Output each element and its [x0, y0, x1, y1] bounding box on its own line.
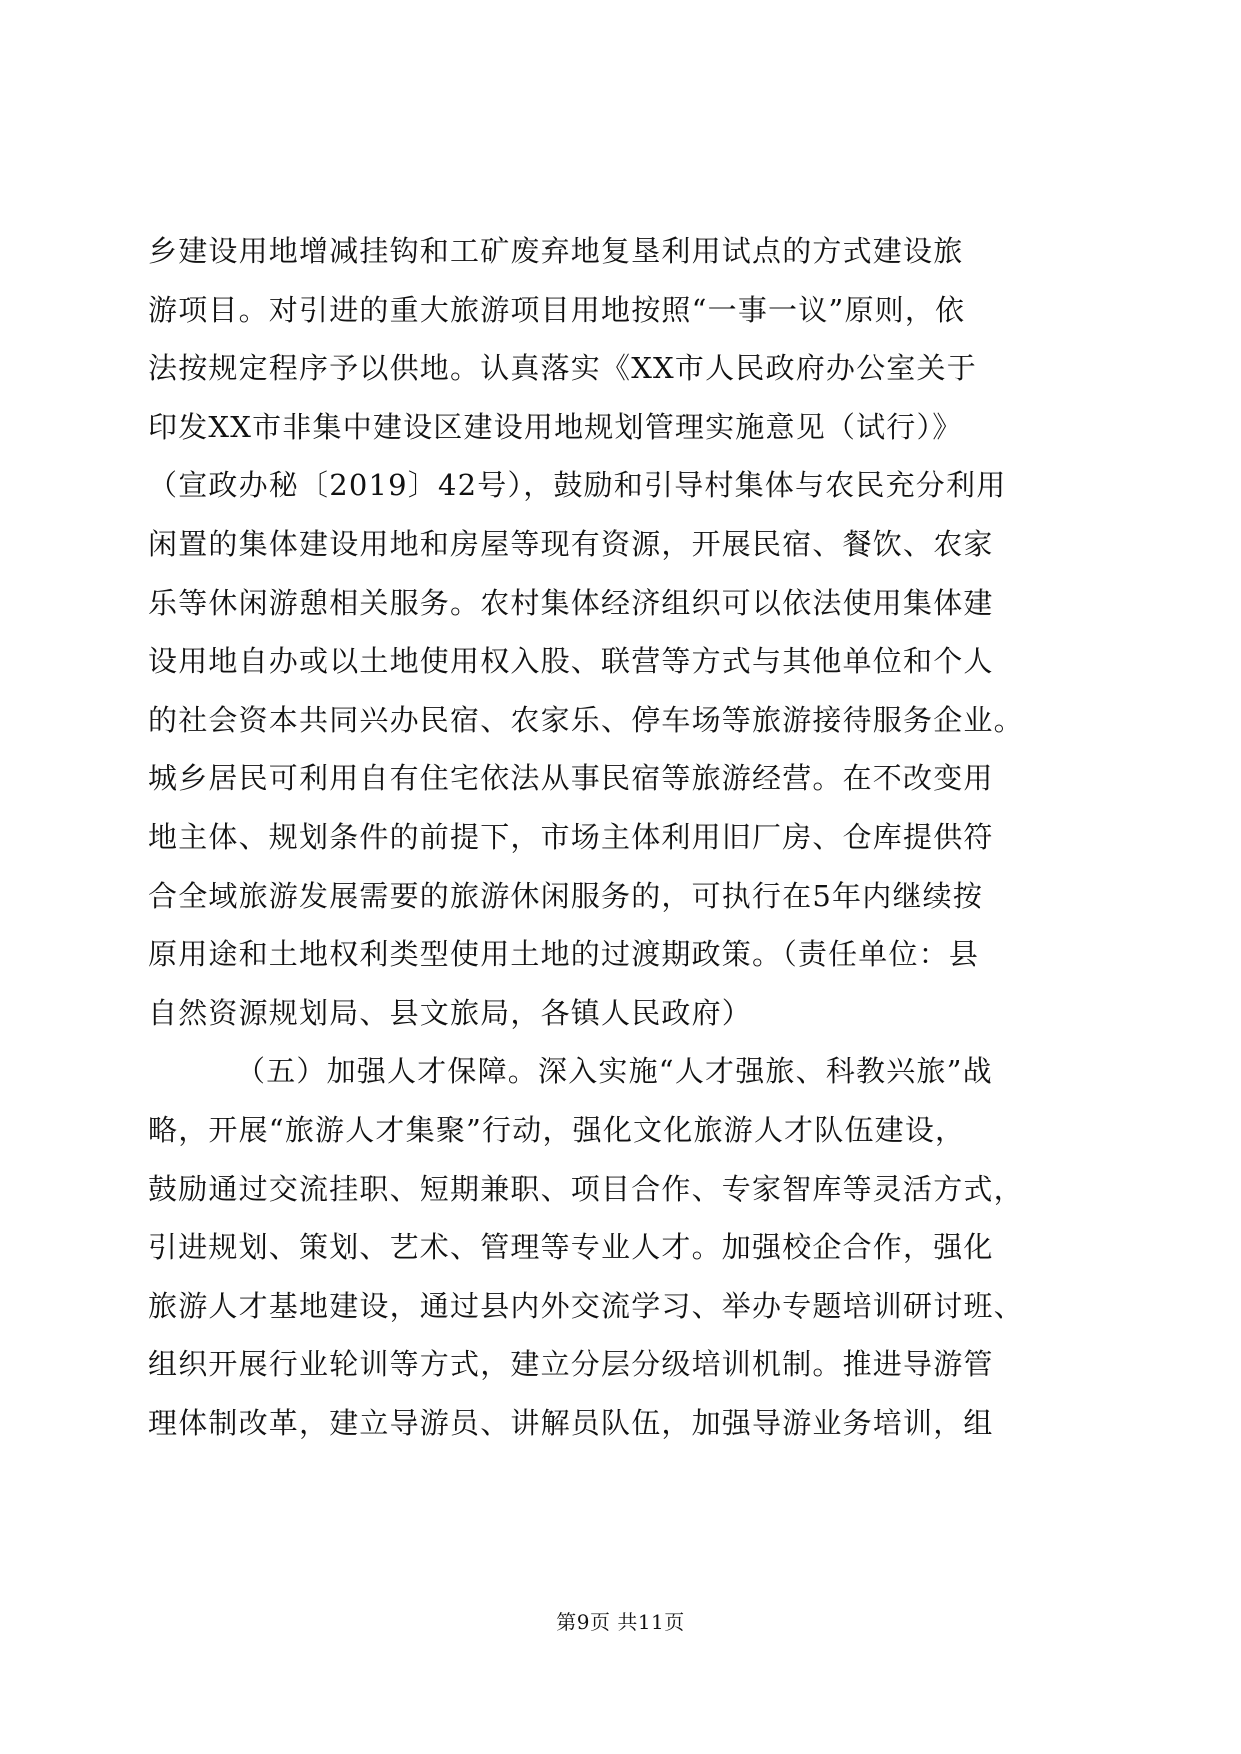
text-line: 乡建设用地增减挂钩和工矿废弃地复垦利用试点的方式建设旅 [148, 234, 964, 268]
text-line: 城乡居民可利用自有住宅依法从事民宿等旅游经营。在不改变用 [148, 761, 994, 796]
text-line: 法按规定程序予以供地。认真落实《XX市人民政府办公室关于 [148, 351, 977, 386]
text-line: 鼓励通过交流挂职、短期兼职、项目合作、专家智库等灵活方式， [148, 1171, 1024, 1206]
text-line: 略，开展“旅游人才集聚”行动，强化文化旅游人才队伍建设， [148, 1112, 966, 1147]
text-line: 组织开展行业轮训等方式，建立分层分级培训机制。推进导游管 [148, 1347, 994, 1382]
text-line: （宣政办秘〔2019〕42号），鼓励和引导村集体与农民充分利用 [148, 468, 1007, 503]
page-footer: 第9页 共11页 [556, 1610, 685, 1634]
text-line: 理体制改革，建立导游员、讲解员队伍，加强导游业务培训，组 [148, 1405, 994, 1440]
text-line: 引进规划、策划、艺术、管理等专业人才。加强校企合作，强化 [148, 1230, 994, 1265]
text-line: 旅游人才基地建设，通过县内外交流学习、举办专题培训研讨班、 [148, 1288, 1024, 1323]
text-line: 地主体、规划条件的前提下，市场主体利用旧厂房、仓库提供符 [148, 819, 994, 854]
text-line: 自然资源规划局、县文旅局，各镇人民政府） [148, 995, 753, 1030]
text-line: 闲置的集体建设用地和房屋等现有资源，开展民宿、餐饮、农家 [148, 526, 994, 561]
text-line: 的社会资本共同兴办民宿、农家乐、停车场等旅游接待服务企业。 [148, 702, 1024, 737]
section-heading-line: （五）加强人才保障。深入实施“人才强旅、科教兴旅”战 [236, 1054, 993, 1089]
text-line: 乐等休闲游憩相关服务。农村集体经济组织可以依法使用集体建 [148, 585, 994, 620]
text-line: 印发XX市非集中建设区建设用地规划管理实施意见（试行）》 [148, 409, 963, 444]
document-body [148, 222, 1083, 1452]
text-line: 设用地自办或以土地使用权入股、联营等方式与其他单位和个人 [148, 644, 994, 679]
text-line: 游项目。对引进的重大旅游项目用地按照“一事一议”原则，依 [148, 292, 966, 327]
text-line: 原用途和土地权利类型使用土地的过渡期政策。（责任单位：县 [148, 937, 980, 972]
text-line: 合全域旅游发展需要的旅游休闲服务的，可执行在5年内继续按 [148, 878, 984, 913]
